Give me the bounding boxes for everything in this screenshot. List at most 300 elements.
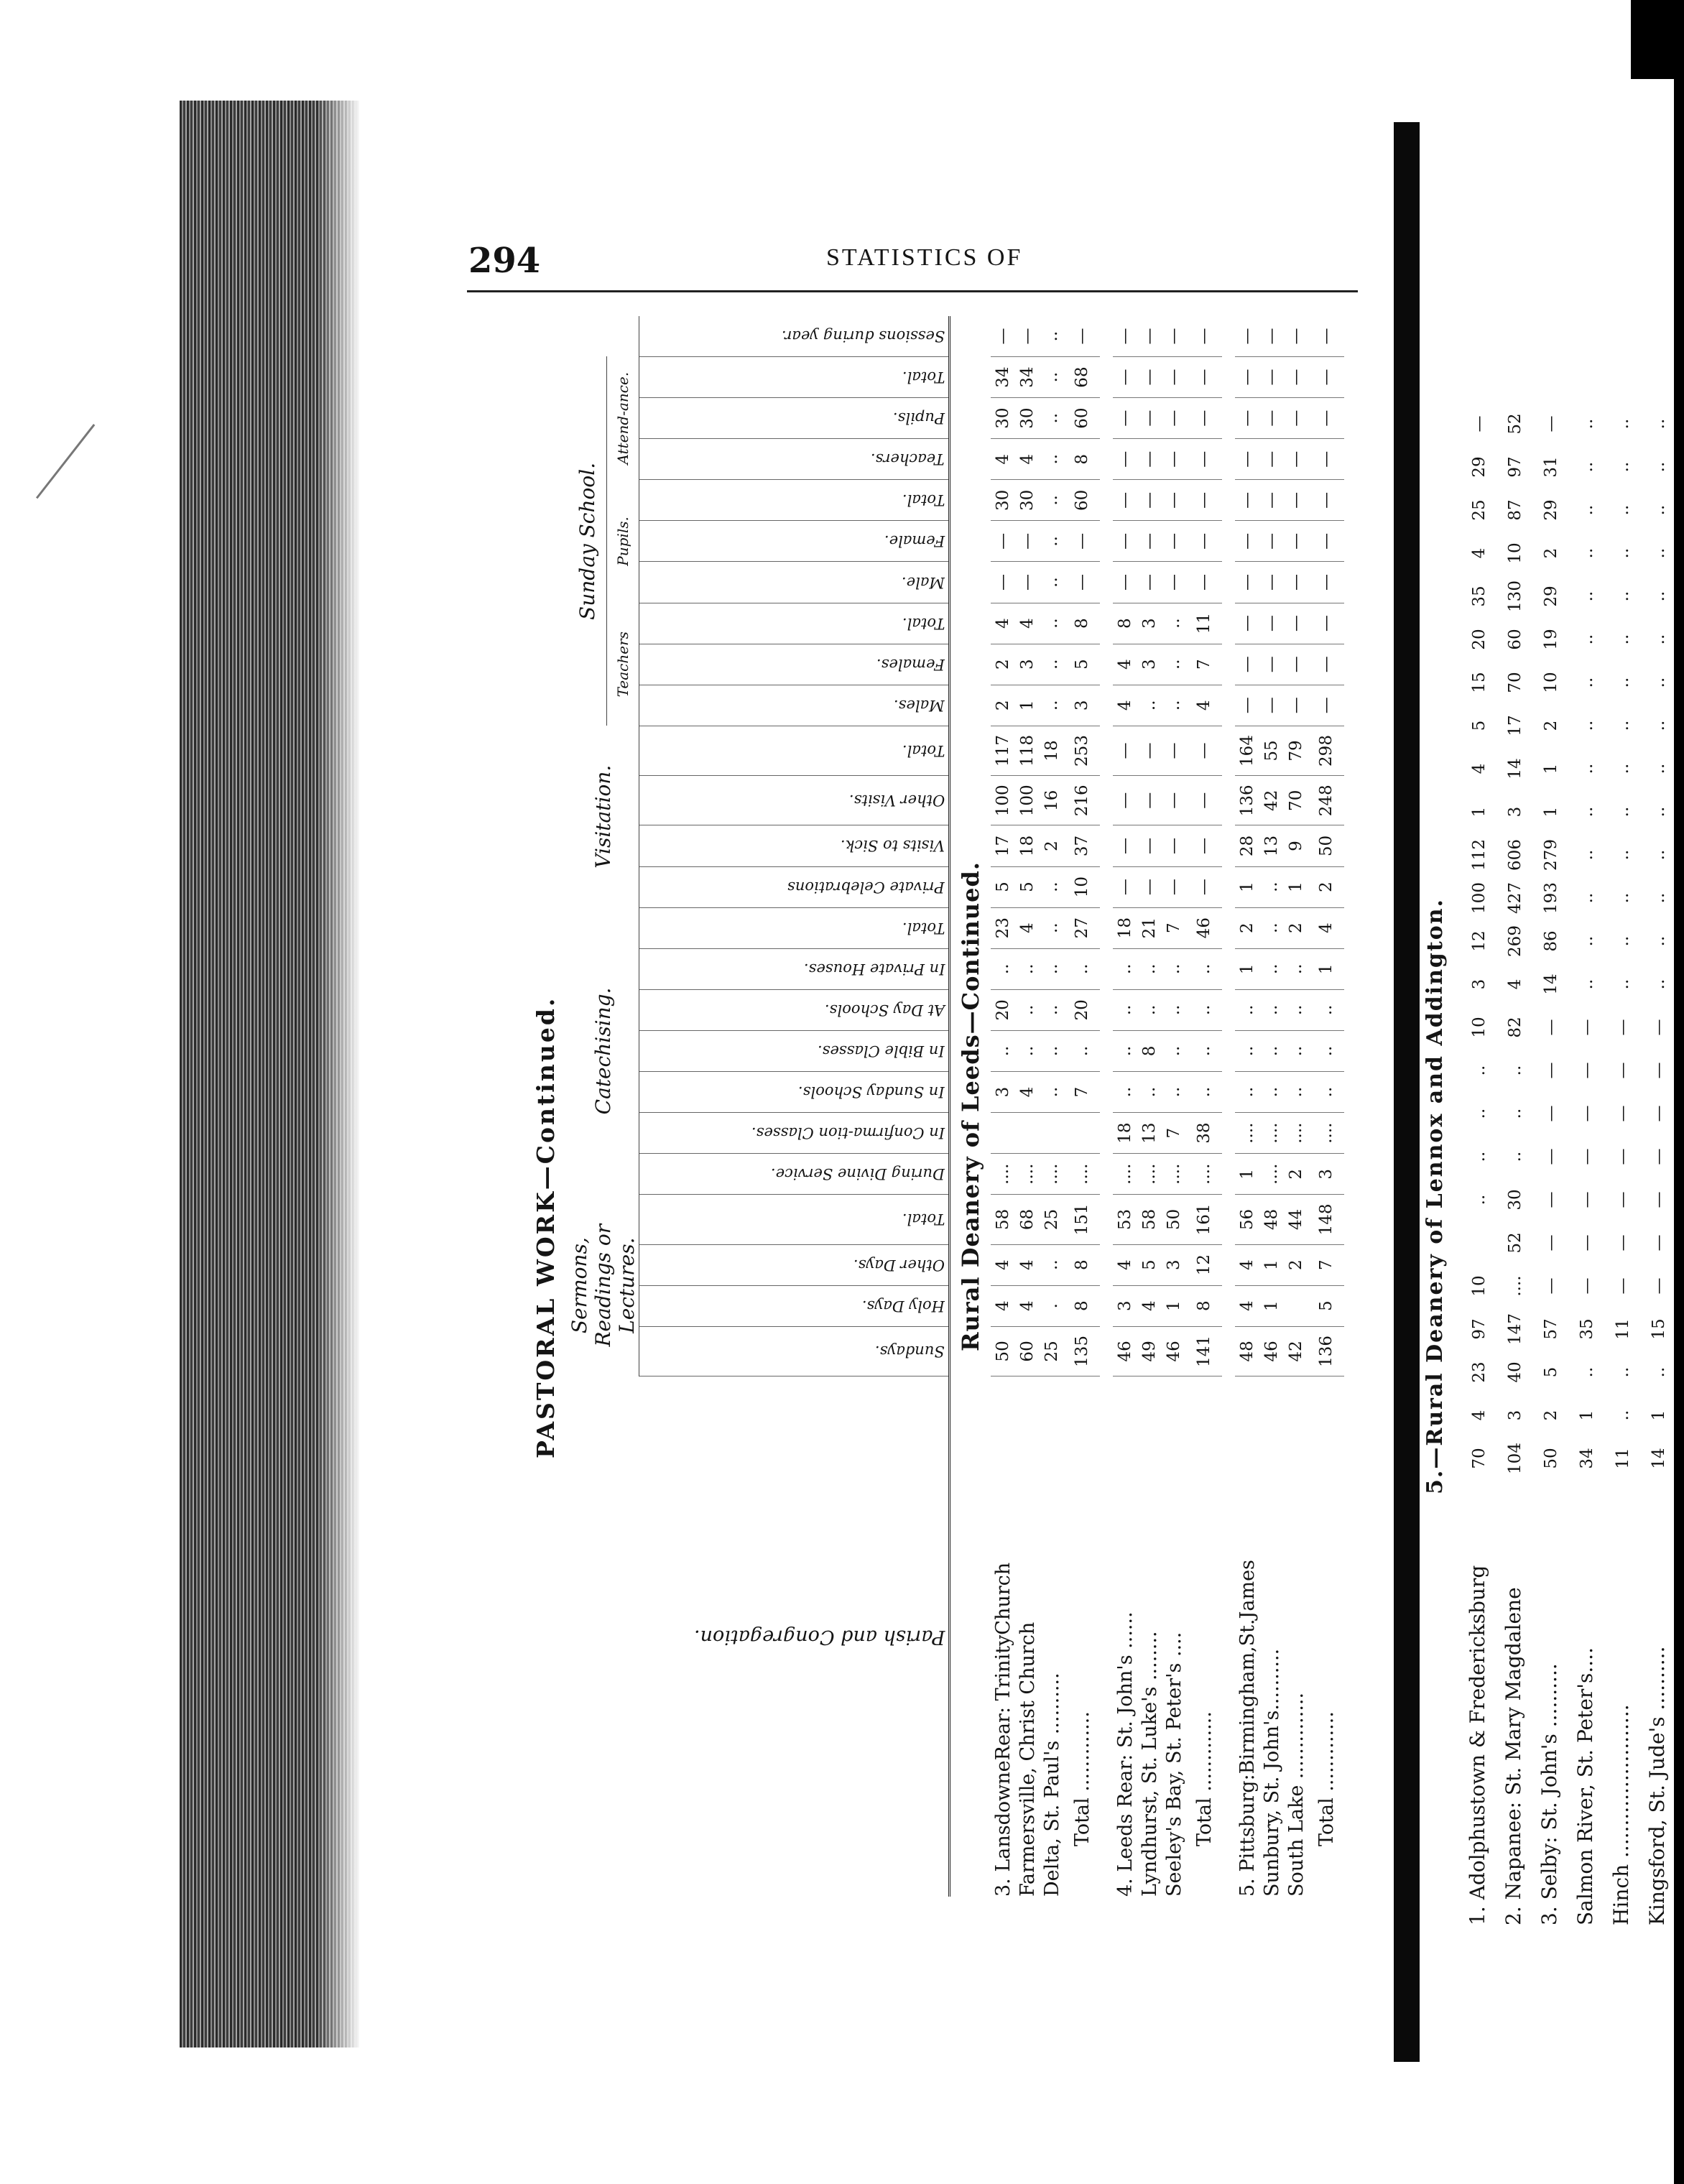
table-cell: — bbox=[1235, 685, 1259, 726]
lower-table-cell: .. bbox=[1614, 849, 1632, 861]
table-cell: .. bbox=[1040, 562, 1064, 603]
lower-table-cell: .. bbox=[1578, 591, 1596, 602]
table-cell: .. bbox=[1162, 603, 1186, 644]
table-cell: 4 bbox=[991, 603, 1015, 644]
table-cell: 118 bbox=[1015, 726, 1040, 775]
col-parish-label: Parish and Congregation. bbox=[693, 1625, 945, 1648]
col-sundays: Sundays. bbox=[639, 1326, 950, 1376]
table-cell: 34 bbox=[991, 357, 1015, 398]
table-cell: 4 bbox=[1308, 907, 1344, 948]
table-cell: — bbox=[1113, 562, 1137, 603]
table-cell: 100 bbox=[1015, 776, 1040, 825]
lower-table-cell: 4 bbox=[1506, 978, 1525, 990]
table-cell: — bbox=[1308, 316, 1344, 357]
table-cell: 100 bbox=[991, 776, 1015, 825]
col-other-visits: Other Visits. bbox=[639, 776, 950, 825]
subgroup-pupils: Pupils. bbox=[607, 480, 639, 603]
lower-table-cell: 50 bbox=[1542, 1448, 1560, 1469]
lower-table-cell: 147 bbox=[1506, 1313, 1525, 1345]
lower-table-cell: — bbox=[1578, 1234, 1596, 1251]
table-cell: — bbox=[1113, 726, 1137, 775]
table-cell: 8 bbox=[1064, 439, 1100, 480]
lower-table-cell: 31 bbox=[1542, 456, 1560, 478]
lower-table-cell: 15 bbox=[1650, 1318, 1668, 1340]
lower-table-cell: .. bbox=[1578, 547, 1596, 559]
col-private-houses: In Private Houses. bbox=[639, 948, 950, 989]
table-cell: — bbox=[1162, 316, 1186, 357]
table-cell: — bbox=[1235, 562, 1259, 603]
table-cell: .. bbox=[1040, 644, 1064, 685]
lower-table-cell: .. bbox=[1614, 677, 1632, 688]
table-cell: 60 bbox=[1064, 480, 1100, 521]
group-sermons: Sermons, Readings or Lectures. bbox=[568, 1195, 639, 1376]
table-cell: — bbox=[1162, 439, 1186, 480]
parish-name: 4. Leeds Rear: St. John's ...... bbox=[1114, 1611, 1137, 1897]
table-cell: — bbox=[1162, 776, 1186, 825]
table-cell: 60 bbox=[1015, 1326, 1040, 1376]
table-cell: 17 bbox=[991, 825, 1015, 866]
lower-table-cell: .. bbox=[1470, 1194, 1489, 1206]
lower-table-cell: — bbox=[1614, 1191, 1632, 1208]
lower-table-cell: 1 bbox=[1542, 763, 1560, 774]
table-cell: — bbox=[1113, 866, 1137, 907]
lower-table-cell: — bbox=[1542, 1277, 1560, 1295]
table-cell: — bbox=[1235, 480, 1259, 521]
table-cell: 1 bbox=[1235, 948, 1259, 989]
table-cell: — bbox=[1113, 776, 1137, 825]
lower-table-cell: .. bbox=[1650, 892, 1668, 904]
lower-table-cell: 1 bbox=[1650, 1410, 1668, 1421]
table-cell: — bbox=[1259, 480, 1284, 521]
table-cell: — bbox=[1137, 825, 1162, 866]
table-cell: — bbox=[1284, 316, 1308, 357]
table-cell: .. bbox=[1113, 948, 1137, 989]
table-cell bbox=[991, 1113, 1015, 1154]
col-day-schools: At Day Schools. bbox=[639, 989, 950, 1030]
lower-table-cell: — bbox=[1650, 1019, 1668, 1036]
table-cell: — bbox=[1186, 439, 1222, 480]
lower-table-cell: — bbox=[1542, 1148, 1560, 1165]
lower-table-cell: 130 bbox=[1506, 580, 1525, 612]
deanery-heading-row bbox=[950, 316, 991, 1897]
lower-table-cell: 29 bbox=[1542, 586, 1560, 607]
table-cell: 135 bbox=[1064, 1326, 1100, 1376]
group-spacer-cell bbox=[1100, 316, 1113, 1897]
table-cell: — bbox=[1162, 726, 1186, 775]
table-row bbox=[1162, 316, 1186, 1897]
lower-table-cell: — bbox=[1650, 1277, 1668, 1295]
table-cell: 55 bbox=[1259, 726, 1284, 775]
lower-table-cell: 70 bbox=[1506, 672, 1525, 693]
table-cell: 70 bbox=[1284, 776, 1308, 825]
table-cell: .. bbox=[1308, 1030, 1344, 1071]
table-cell: — bbox=[1186, 480, 1222, 521]
table-cell: .. bbox=[1308, 1072, 1344, 1113]
table-cell: 50 bbox=[1162, 1195, 1186, 1244]
table-cell: 11 bbox=[1186, 603, 1222, 644]
table-cell: 7 bbox=[1162, 907, 1186, 948]
table-body bbox=[950, 316, 1345, 1897]
table-cell: 1 bbox=[1162, 1285, 1186, 1326]
table-cell: .. bbox=[1040, 1244, 1064, 1285]
table-cell: .. bbox=[1284, 989, 1308, 1030]
table-cell: — bbox=[1186, 825, 1222, 866]
table-cell: 8 bbox=[1186, 1285, 1222, 1326]
table-row bbox=[1113, 316, 1137, 1897]
lower-table-cell: 193 bbox=[1542, 882, 1560, 914]
table-cell: — bbox=[1137, 398, 1162, 439]
table-cell: 5 bbox=[1137, 1244, 1162, 1285]
table-cell: 46 bbox=[1162, 1326, 1186, 1376]
group-spacer-cell bbox=[1222, 316, 1235, 1897]
table-cell: — bbox=[1259, 685, 1284, 726]
table-cell: .. bbox=[1040, 521, 1064, 562]
table-cell: 1 bbox=[1259, 1244, 1284, 1285]
col-visitation-total: Total. bbox=[639, 726, 950, 775]
col-sunday-schools: In Sunday Schools. bbox=[639, 1072, 950, 1113]
col-teacher-total: Total. bbox=[639, 603, 950, 644]
table-cell: .... bbox=[1137, 1154, 1162, 1195]
table-cell: — bbox=[1137, 726, 1162, 775]
lower-table-cell: .. bbox=[1578, 634, 1596, 645]
table-cell: 136 bbox=[1235, 776, 1259, 825]
table-cell: — bbox=[1186, 521, 1222, 562]
lower-table-cell: .. bbox=[1614, 418, 1632, 430]
group-catechising: Catechising. bbox=[568, 907, 639, 1195]
lower-table-cell: 52 bbox=[1506, 413, 1525, 435]
table-cell: — bbox=[1259, 644, 1284, 685]
table-cell bbox=[1064, 1113, 1100, 1154]
table-cell: 3 bbox=[1137, 603, 1162, 644]
header-rule bbox=[467, 290, 1358, 292]
group-sessions-spacer bbox=[568, 316, 639, 357]
table-cell: — bbox=[1137, 521, 1162, 562]
col-private-celebrations: Private Celebrations bbox=[639, 866, 950, 907]
lower-table-cell: 11 bbox=[1614, 1318, 1632, 1340]
table-cell: 2 bbox=[1284, 1244, 1308, 1285]
table-cell: .. bbox=[1113, 989, 1137, 1030]
lower-table-cell: 10 bbox=[1506, 542, 1525, 564]
table-cell: 4 bbox=[1015, 603, 1040, 644]
table-cell: 151 bbox=[1064, 1195, 1100, 1244]
table-cell: 2 bbox=[1284, 907, 1308, 948]
lower-table-cell: — bbox=[1650, 1234, 1668, 1251]
table-cell: 1 bbox=[1308, 948, 1344, 989]
lower-table-cell: 11 bbox=[1614, 1448, 1632, 1469]
table-cell: — bbox=[1259, 398, 1284, 439]
table-cell: . bbox=[1040, 1285, 1064, 1326]
parish-name: Sunbury, St. John's.......... bbox=[1260, 1648, 1283, 1897]
col-divine-service: During Divine Service. bbox=[639, 1154, 950, 1195]
table-row bbox=[1259, 316, 1284, 1897]
lower-table-cell: — bbox=[1614, 1062, 1632, 1079]
parish-name: 5. Pittsburg:Birmingham,St.James bbox=[1236, 1560, 1259, 1897]
table-cell: 13 bbox=[1259, 825, 1284, 866]
table-cell: .. bbox=[1137, 685, 1162, 726]
lower-table-row bbox=[1573, 402, 1597, 1925]
deanery-heading: Rural Deanery of Leeds—Continued. bbox=[950, 316, 991, 1897]
table-cell: 16 bbox=[1040, 776, 1064, 825]
rotated-lower-fragment bbox=[1422, 57, 1684, 1925]
table-cell: 2 bbox=[991, 644, 1015, 685]
parish-name: Total ............. bbox=[1193, 1711, 1216, 1846]
lower-table-cell: 19 bbox=[1542, 629, 1560, 650]
lower-table-cell: 25 bbox=[1470, 499, 1489, 521]
table-cell: 253 bbox=[1064, 726, 1100, 775]
table-cell: — bbox=[1186, 316, 1222, 357]
table-cell: — bbox=[1113, 439, 1137, 480]
lower-table-cell: 14 bbox=[1542, 973, 1560, 995]
lower-table-cell: 100 bbox=[1470, 882, 1489, 914]
lower-table-cell: — bbox=[1542, 415, 1560, 432]
lower-table-cell: 29 bbox=[1542, 499, 1560, 521]
table-cell: .. bbox=[1186, 989, 1222, 1030]
table-cell: .. bbox=[1259, 989, 1284, 1030]
col-holy-days: Holy Days. bbox=[639, 1285, 950, 1326]
lower-table-cell: .. bbox=[1470, 1108, 1489, 1119]
table-cell: — bbox=[1113, 480, 1137, 521]
table-cell: — bbox=[1284, 521, 1308, 562]
lower-table-cell: 35 bbox=[1578, 1318, 1596, 1340]
table-cell: 161 bbox=[1186, 1195, 1222, 1244]
lower-table-row bbox=[1537, 402, 1561, 1925]
table-cell: .. bbox=[1040, 398, 1064, 439]
table-cell: .. bbox=[1113, 1072, 1137, 1113]
table-cell: 58 bbox=[1137, 1195, 1162, 1244]
table-cell: .. bbox=[1137, 948, 1162, 989]
lower-table-cell: — bbox=[1614, 1234, 1632, 1251]
table-cell: .. bbox=[1040, 357, 1064, 398]
lower-table-row bbox=[1609, 402, 1633, 1925]
lower-parish-name: 1. Adolphustown & Fredericksburg bbox=[1466, 1565, 1489, 1925]
parish-name: South Lake .............. bbox=[1285, 1692, 1308, 1897]
table-cell: 30 bbox=[991, 480, 1015, 521]
column-header-row bbox=[639, 316, 950, 1897]
col-teacher-females: Females. bbox=[639, 644, 950, 685]
lower-table-cell: 17 bbox=[1506, 715, 1525, 736]
table-cell: 50 bbox=[1308, 825, 1344, 866]
lower-table-cell: 4 bbox=[1470, 547, 1489, 559]
table-row bbox=[1284, 316, 1308, 1897]
table-cell: .. bbox=[1162, 1072, 1186, 1113]
table-cell: 10 bbox=[1064, 866, 1100, 907]
table-cell: 68 bbox=[1064, 357, 1100, 398]
table-cell: .. bbox=[1040, 480, 1064, 521]
table-cell: 117 bbox=[991, 726, 1015, 775]
lower-table-cell: 34 bbox=[1578, 1448, 1596, 1469]
table-cell: — bbox=[1284, 439, 1308, 480]
table-row bbox=[1235, 316, 1259, 1897]
col-pupil-male: Male. bbox=[639, 562, 950, 603]
table-cell: 248 bbox=[1308, 776, 1344, 825]
lower-table-cell: — bbox=[1578, 1019, 1596, 1036]
table-cell: .. bbox=[1040, 603, 1064, 644]
table-cell: 4 bbox=[1113, 685, 1137, 726]
lower-table-cell: 104 bbox=[1506, 1443, 1525, 1474]
table-cell: .. bbox=[1015, 948, 1040, 989]
table-cell: — bbox=[1162, 521, 1186, 562]
lower-table-cell: 29 bbox=[1470, 456, 1489, 478]
table-cell bbox=[1015, 1113, 1040, 1154]
table-cell: — bbox=[1113, 825, 1137, 866]
table-cell: 3 bbox=[1162, 1244, 1186, 1285]
lower-table-cell: 70 bbox=[1470, 1448, 1489, 1469]
table-cell: .. bbox=[991, 948, 1015, 989]
pastoral-work-table bbox=[568, 316, 1344, 1897]
table-cell: — bbox=[1186, 776, 1222, 825]
table-cell: 13 bbox=[1137, 1113, 1162, 1154]
col-attend-pupils: Pupils. bbox=[639, 398, 950, 439]
page-edge-fade bbox=[316, 101, 359, 2048]
parish-name: Seeley's Bay, St. Peter's .... bbox=[1162, 1632, 1185, 1897]
table-cell: 5 bbox=[1064, 644, 1100, 685]
col-attend-total: Total. bbox=[639, 357, 950, 398]
lower-table-cell: .. bbox=[1614, 720, 1632, 731]
lower-table-row bbox=[1645, 402, 1669, 1925]
table-cell: 4 bbox=[991, 1244, 1015, 1285]
table-cell: .. bbox=[1235, 989, 1259, 1030]
table-cell: .. bbox=[1040, 439, 1064, 480]
total-row bbox=[1186, 316, 1222, 1897]
table-cell: 20 bbox=[1064, 989, 1100, 1030]
table-cell: 49 bbox=[1137, 1326, 1162, 1376]
table-cell: .... bbox=[1259, 1113, 1284, 1154]
lower-table-cell: 52 bbox=[1506, 1232, 1525, 1254]
col-attend-teachers: Teachers. bbox=[639, 439, 950, 480]
table-cell: .... bbox=[1015, 1154, 1040, 1195]
table-cell: .. bbox=[1186, 1030, 1222, 1071]
group-spacer bbox=[1100, 316, 1113, 1897]
table-cell: — bbox=[1137, 480, 1162, 521]
table-cell: 1 bbox=[1015, 685, 1040, 726]
lower-table-cell: .. bbox=[1614, 892, 1632, 904]
col-teacher-males: Males. bbox=[639, 685, 950, 726]
lower-table-cell: .. bbox=[1650, 634, 1668, 645]
table-cell: .. bbox=[1064, 948, 1100, 989]
table-cell: — bbox=[1308, 562, 1344, 603]
table-cell: 5 bbox=[1015, 866, 1040, 907]
lower-table-cell: 1 bbox=[1470, 806, 1489, 818]
table-cell: — bbox=[1113, 357, 1137, 398]
lower-table-cell: .. bbox=[1578, 892, 1596, 904]
lower-table-cell: .. bbox=[1470, 1151, 1489, 1162]
table-cell: — bbox=[1137, 316, 1162, 357]
table-cell: 20 bbox=[991, 989, 1015, 1030]
lower-table-cell: .. bbox=[1614, 1366, 1632, 1378]
lower-table-cell: .. bbox=[1578, 504, 1596, 516]
table-cell: — bbox=[1259, 439, 1284, 480]
lower-table-cell: — bbox=[1542, 1191, 1560, 1208]
table-cell: 12 bbox=[1186, 1244, 1222, 1285]
lower-table-cell: — bbox=[1578, 1062, 1596, 1079]
table-cell: 298 bbox=[1308, 726, 1344, 775]
table-cell: — bbox=[1064, 562, 1100, 603]
table-cell: .. bbox=[1284, 948, 1308, 989]
table-cell: 7 bbox=[1064, 1072, 1100, 1113]
lower-table-cell: 30 bbox=[1506, 1189, 1525, 1211]
table-cell: — bbox=[1284, 644, 1308, 685]
table-cell: .... bbox=[1235, 1113, 1259, 1154]
table-cell: .. bbox=[1040, 316, 1064, 357]
table-cell bbox=[1040, 1113, 1064, 1154]
table-cell: 53 bbox=[1113, 1195, 1137, 1244]
table-cell: .. bbox=[1259, 866, 1284, 907]
table-cell: — bbox=[1235, 439, 1259, 480]
table-cell: 4 bbox=[1137, 1285, 1162, 1326]
lower-table-cell: — bbox=[1578, 1105, 1596, 1122]
lower-table-cell: .. bbox=[1650, 547, 1668, 559]
table-cell: 37 bbox=[1064, 825, 1100, 866]
table-cell: — bbox=[1162, 825, 1186, 866]
table-cell: 48 bbox=[1235, 1326, 1259, 1376]
table-cell: — bbox=[1235, 603, 1259, 644]
table-cell: 46 bbox=[1259, 1326, 1284, 1376]
table-cell: 3 bbox=[1137, 644, 1162, 685]
table-cell: 4 bbox=[991, 439, 1015, 480]
lower-table-cell: .. bbox=[1650, 763, 1668, 774]
table-cell: .... bbox=[1259, 1154, 1284, 1195]
lower-table-cell: .. bbox=[1578, 1366, 1596, 1378]
parish-name: Lyndhurst, St. Luke's ........ bbox=[1138, 1631, 1161, 1897]
table-cell: .. bbox=[1162, 948, 1186, 989]
lower-table-cell: .. bbox=[1614, 935, 1632, 947]
table-cell: — bbox=[1015, 562, 1040, 603]
lower-table-cell: 14 bbox=[1506, 758, 1525, 779]
lower-table-cell: .. bbox=[1578, 418, 1596, 430]
rotated-table-block bbox=[532, 316, 1358, 1897]
table-cell: — bbox=[1308, 398, 1344, 439]
table-cell: 4 bbox=[1235, 1285, 1259, 1326]
table-cell: 34 bbox=[1015, 357, 1040, 398]
col-pupil-female: Female. bbox=[639, 521, 950, 562]
lower-table-cell: .. bbox=[1650, 978, 1668, 990]
col-pupil-total: Total. bbox=[639, 480, 950, 521]
lower-table-cell: 35 bbox=[1470, 586, 1489, 607]
lower-table-cell: .. bbox=[1578, 806, 1596, 818]
lower-table-cell: 5 bbox=[1542, 1366, 1560, 1378]
lower-table-cell: .. bbox=[1650, 849, 1668, 861]
lower-table-cell: — bbox=[1470, 415, 1489, 432]
lower-table-cell: .. bbox=[1578, 677, 1596, 688]
table-cell: — bbox=[1235, 521, 1259, 562]
group-parish bbox=[568, 1376, 639, 1897]
table-cell: 2 bbox=[1308, 866, 1344, 907]
table-cell: 3 bbox=[991, 1072, 1015, 1113]
lower-table-cell: .. bbox=[1578, 978, 1596, 990]
table-row bbox=[1137, 316, 1162, 1897]
lower-table-cell: — bbox=[1578, 1191, 1596, 1208]
table-cell: 4 bbox=[1186, 685, 1222, 726]
table-cell: — bbox=[1162, 357, 1186, 398]
table-cell: 46 bbox=[1186, 907, 1222, 948]
table-cell: 7 bbox=[1308, 1244, 1344, 1285]
table-cell: .. bbox=[1040, 1072, 1064, 1113]
lower-table-cell: .. bbox=[1650, 418, 1668, 430]
lower-table-cell: .. bbox=[1650, 935, 1668, 947]
lower-table-cell: 3 bbox=[1470, 978, 1489, 990]
lower-table-cell: 2 bbox=[1542, 1410, 1560, 1421]
lower-table-cell: .. bbox=[1650, 806, 1668, 818]
table-cell: — bbox=[991, 521, 1015, 562]
lower-table-cell: — bbox=[1614, 1277, 1632, 1295]
table-cell: .... bbox=[1162, 1154, 1186, 1195]
table-cell: 30 bbox=[1015, 398, 1040, 439]
table-cell: .. bbox=[1308, 989, 1344, 1030]
table-cell: — bbox=[1137, 866, 1162, 907]
lower-table-cell: 269 bbox=[1506, 925, 1525, 957]
table-cell: .. bbox=[1235, 1030, 1259, 1071]
lower-parish-name: Kingsford, St. Jude's .......... bbox=[1645, 1646, 1669, 1925]
